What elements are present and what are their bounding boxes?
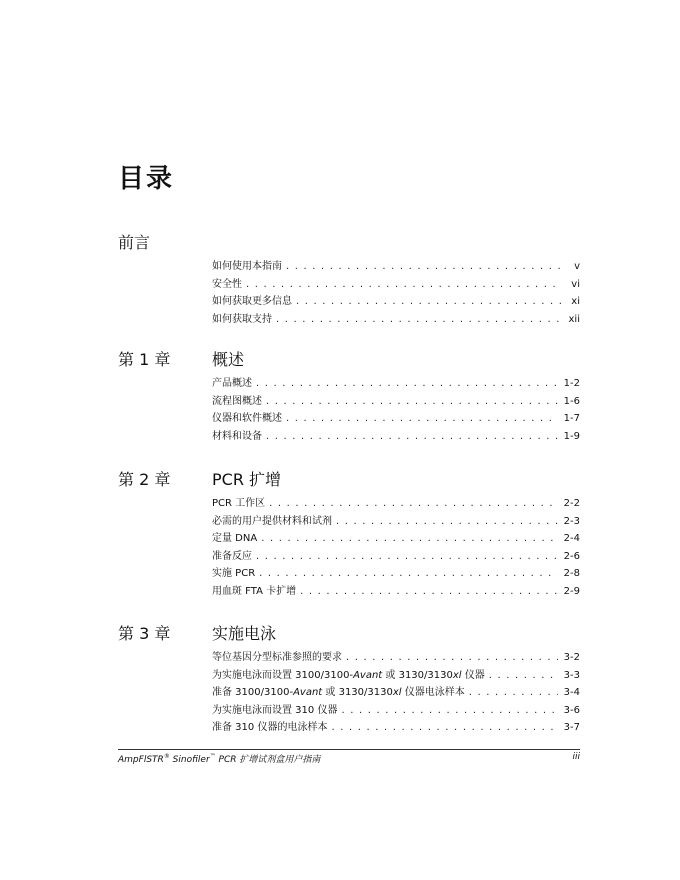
entry-label: 用血斑 FTA 卡扩增	[212, 585, 297, 597]
entry-label: 为实施电泳而设置 3100/3100-Avant 或 3130/3130xl 仪器	[212, 669, 485, 681]
entry-label: 流程图概述	[212, 395, 262, 407]
footer-page-number: iii	[572, 752, 580, 762]
toc-section-preface	[118, 230, 580, 328]
footer-divider	[118, 749, 580, 750]
toc-entry[interactable]	[212, 565, 580, 583]
entry-label: 如何使用本指南	[212, 261, 282, 272]
dot-leader	[266, 428, 558, 446]
toc-entry[interactable]	[212, 311, 580, 329]
entry-page: xii	[568, 313, 580, 325]
entry-page: v	[574, 261, 580, 272]
entry-page: vi	[571, 278, 580, 290]
entry-label: 必需的用户提供材料和试剂	[212, 515, 332, 527]
entry-page: 3-6	[563, 704, 580, 716]
dot-leader	[286, 258, 562, 276]
dot-leader	[346, 649, 558, 667]
entry-page: 3-7	[563, 722, 580, 733]
dot-leader	[256, 548, 558, 566]
toc-entry[interactable]	[212, 495, 580, 513]
entry-page: 1-9	[563, 430, 580, 442]
entry-label: PCR 工作区	[212, 498, 266, 509]
section-chapter: 第 2 章	[118, 470, 171, 489]
toc-entry[interactable]	[212, 393, 580, 411]
dot-leader	[331, 719, 557, 737]
toc-entry[interactable]	[212, 410, 580, 428]
entry-page: 2-6	[563, 550, 580, 562]
entry-page: 3-4	[563, 687, 580, 698]
entry-label: 如何获取更多信息	[212, 296, 292, 307]
toc-entry[interactable]	[212, 684, 580, 702]
section-chapter: 前言	[118, 233, 151, 252]
toc-section-chapter-3	[118, 621, 580, 737]
entry-page: 1-6	[563, 395, 580, 407]
entry-page: 3-2	[563, 652, 580, 663]
section-title: 概述	[212, 350, 245, 369]
entry-label: 等位基因分型标准参照的要求	[212, 652, 342, 663]
entry-page: 2-4	[563, 533, 580, 544]
toc-section-chapter-1	[118, 347, 580, 445]
entry-label: 安全性	[212, 278, 242, 290]
entry-label: 准备 310 仪器的电泳样本	[212, 722, 328, 733]
toc-entry[interactable]	[212, 513, 580, 531]
dot-leader	[296, 293, 562, 311]
toc-entry[interactable]	[212, 428, 580, 446]
entry-label: 如何获取支持	[212, 313, 272, 325]
toc-entry[interactable]	[212, 293, 580, 311]
page-footer	[118, 752, 580, 765]
dot-leader	[300, 583, 558, 601]
toc-entry[interactable]	[212, 530, 580, 548]
toc-entry[interactable]	[212, 583, 580, 601]
entry-label: 准备反应	[212, 550, 252, 562]
dot-leader	[259, 565, 558, 583]
entry-page: 3-3	[563, 669, 580, 681]
dot-leader	[336, 513, 558, 531]
dot-leader	[256, 375, 558, 393]
dot-leader	[469, 684, 558, 702]
toc-entry[interactable]	[212, 258, 580, 276]
entry-label: 产品概述	[212, 378, 252, 389]
document-title: 目录	[118, 164, 175, 194]
toc-entry[interactable]	[212, 719, 580, 737]
section-chapter: 第 1 章	[118, 350, 171, 369]
dot-leader	[266, 393, 558, 411]
entry-label: 仪器和软件概述	[212, 413, 282, 424]
entry-label: 为实施电泳而设置 310 仪器	[212, 704, 338, 716]
entry-page: 1-7	[563, 413, 580, 424]
entry-label: 准备 3100/3100-Avant 或 3130/3130xl 仪器电泳样本	[212, 687, 465, 698]
entry-page: 2-9	[563, 585, 580, 597]
dot-leader	[276, 311, 562, 329]
section-title: PCR 扩增	[212, 470, 282, 489]
entry-page: 2-2	[563, 498, 580, 509]
toc-entry[interactable]	[212, 375, 580, 393]
entry-page: 2-3	[563, 515, 580, 527]
toc-entry[interactable]	[212, 649, 580, 667]
dot-leader	[261, 530, 557, 548]
dot-leader	[246, 276, 562, 294]
toc-entry[interactable]	[212, 702, 580, 720]
section-chapter: 第 3 章	[118, 624, 171, 643]
entry-label: 定量 DNA	[212, 533, 258, 544]
toc-entry[interactable]	[212, 667, 580, 685]
entry-page: 1-2	[563, 378, 580, 389]
dot-leader	[269, 495, 558, 513]
entry-page: xi	[571, 296, 580, 307]
entry-label: 实施 PCR	[212, 568, 256, 579]
entry-page: 2-8	[563, 568, 580, 579]
toc-entry[interactable]	[212, 548, 580, 566]
toc-entry[interactable]	[212, 276, 580, 294]
toc-section-chapter-2	[118, 467, 580, 600]
dot-leader	[286, 410, 558, 428]
entry-label: 材料和设备	[212, 430, 262, 442]
footer-document-name: AmpFlSTR® Sinofiler™ PCR 扩增试剂盒用户指南	[118, 753, 321, 765]
dot-leader	[489, 667, 558, 685]
section-title: 实施电泳	[212, 624, 277, 643]
dot-leader	[341, 702, 557, 720]
